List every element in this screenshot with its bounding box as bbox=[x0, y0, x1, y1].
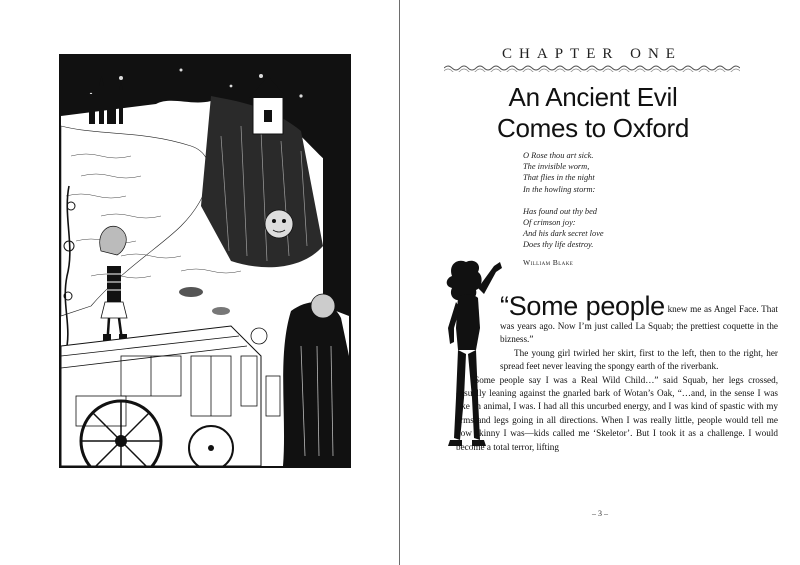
epigraph-line: That flies in the night bbox=[523, 173, 595, 183]
paragraph-1 bbox=[500, 292, 778, 347]
page-number: – 3 – bbox=[592, 509, 608, 518]
epigraph-line: And his dark secret love bbox=[523, 229, 604, 239]
chapter-title-line-2: Comes to Oxford bbox=[496, 113, 689, 143]
riverbank-illustration bbox=[61, 56, 349, 466]
epigraph-line: In the howling storm: bbox=[523, 184, 596, 194]
epigraph-line: The invisible worm, bbox=[523, 162, 590, 172]
chapter-title bbox=[440, 82, 746, 144]
opening-rest: knew me as Angel Face. bbox=[664, 304, 759, 314]
epigraph-line: Has found out thy bed bbox=[523, 206, 597, 216]
epigraph-line: Does thy life destroy. bbox=[523, 240, 594, 250]
paragraph-1-rest: That was years ago. Now I’m just called La Squab; the prettiest coquette in the bizness.” bbox=[500, 304, 778, 345]
paragraph-3: “Some people say I was a Real Wild Child…” said Squab, her legs crossed, casually leaning against the gnarled bark of Wotan’s Oak, “…and, in the sense I was like an animal, I was. I had all this uncurbed energy, and I was kind of spastic with my arms and legs going in all directions. When I was really little, people would tell me how skinny I was—kids called me ‘Skeletor’. But I took it as a challenge. I would become a total terror, lifting bbox=[456, 374, 778, 452]
right-page bbox=[400, 0, 800, 565]
illustration-plate bbox=[59, 54, 351, 468]
drop-opening-words: “Some people bbox=[500, 291, 665, 321]
epigraph-poem bbox=[523, 150, 723, 251]
chapter-body-text bbox=[456, 291, 778, 454]
epigraph-line: Of crimson joy: bbox=[523, 218, 576, 228]
chapter-title-line-1: An Ancient Evil bbox=[508, 82, 678, 112]
epigraph-attribution: William Blake bbox=[523, 258, 574, 267]
chapter-label: CHAPTER ONE bbox=[502, 46, 682, 62]
epigraph-line: O Rose thou art sick. bbox=[523, 151, 594, 160]
left-page bbox=[0, 0, 399, 565]
paragraph-2: The young girl twirled her skirt, first to the left, then to the right, her spread feet never leaving the spongy earth of the riverbank. bbox=[500, 347, 778, 372]
wave-ornament bbox=[444, 64, 740, 72]
